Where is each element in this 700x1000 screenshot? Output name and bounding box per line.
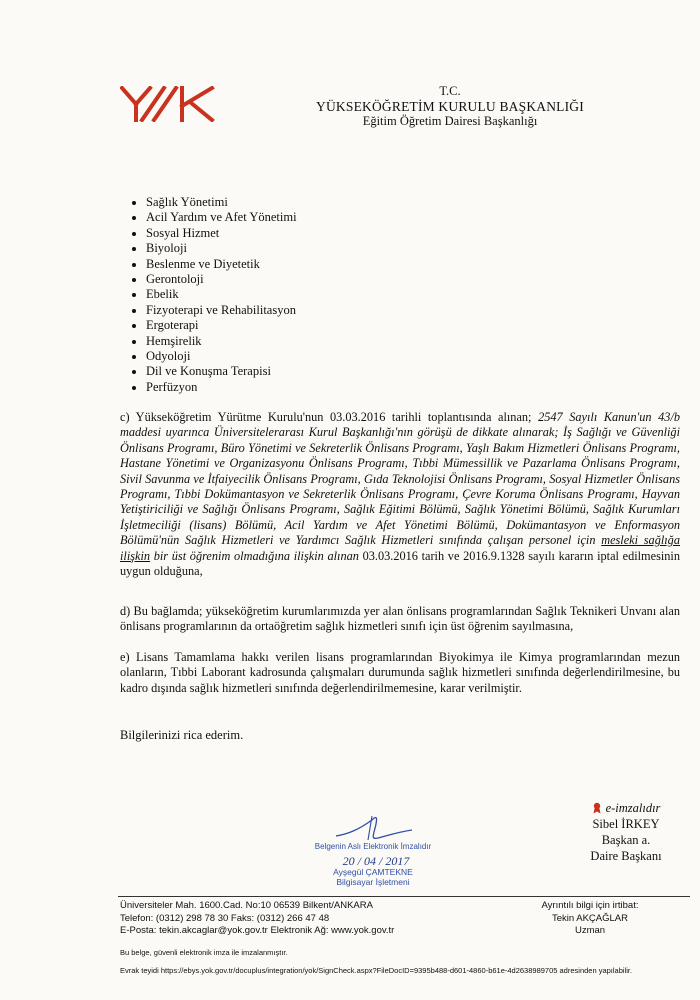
footer-contact-title: Uzman bbox=[574, 925, 606, 936]
list-item: Odyoloji bbox=[126, 349, 297, 364]
paragraph-e: e) Lisans Tamamlama hakkı verilen lisans programlarından Biyokimya ile Kimya programlarından mezun olanların, Tıbbi Laborant kadrosunda çalışmaları durumunda sağlık hizmetleri sınıfında değerlendirilmesine, bu kadro dışında sağlık hizmetleri sınıfında değerlendirilmemesine, karar verilmiştir. bbox=[120, 650, 680, 695]
list-item: Sağlık Yönetimi bbox=[126, 195, 297, 210]
paragraph-d: d) Bu bağlamda; yükseköğretim kurumlarımızda yer alan önlisans programlarından Sağlık Teknikeri Unvanı alan önlisans programlarının da ortaöğretim sağlık hizmetleri sınıfı için üst öğrenim sayılmasına, bbox=[120, 604, 680, 634]
paragraph-c-end: 03.03.2016 tarih ve 2016.9.1328 sayılı kararın iptal edilmesinin uygun olduğuna, bbox=[120, 548, 680, 579]
paragraph-c-italic-2: bir üst öğrenim olmadığına ilişkin alınan bbox=[150, 548, 359, 563]
stamp-line-1: Belgenin Aslı Elektronik İmzalıdır bbox=[314, 842, 432, 851]
header-council: YÜKSEKÖĞRETİM KURULU BAŞKANLIĞI bbox=[316, 99, 584, 114]
stamp-unit: Bilgisayar İşletmeni bbox=[336, 877, 410, 887]
verification-stamp bbox=[298, 810, 448, 890]
verification-note: Evrak teyidi https://ebys.yok.gov.tr/docuplus/integration/yok/SignCheck.aspx?FileDocID=9395b488-d601-4860-b61e-4d2638989705 adresinden yapılabilir. bbox=[120, 966, 633, 975]
handwritten-signature-icon bbox=[328, 810, 418, 844]
signer-title-1: Başkan a. bbox=[601, 833, 651, 847]
paragraph-c-intro: c) Yükseköğretim Yürütme Kurulu'nun 03.03.2016 tarihli toplantısında alınan; bbox=[120, 410, 539, 424]
stamp-name: Ayşegül ÇAMTEKNE bbox=[333, 867, 413, 877]
list-item: Acil Yardım ve Afet Yönetimi bbox=[126, 210, 297, 225]
list-item: Sosyal Hizmet bbox=[126, 226, 297, 241]
footer-contact-label: Ayrıntılı bilgi için irtibat: bbox=[541, 900, 639, 911]
footer-address: Üniversiteler Mah. 1600.Cad. No:10 06539 Bilkent/ANKARA bbox=[120, 900, 373, 911]
seal-icon bbox=[592, 802, 602, 814]
footer-contact-name: Tekin AKÇAĞLAR bbox=[551, 912, 629, 924]
list-item: Hemşirelik bbox=[126, 334, 297, 349]
yok-logo-icon bbox=[120, 86, 216, 122]
esign-note: Bu belge, güvenli elektronik imza ile imzalanmıştır. bbox=[120, 948, 288, 957]
footer-email: E-Posta: tekin.akcaglar@yok.gov.tr Elektronik Ağ: www.yok.gov.tr bbox=[120, 925, 395, 936]
list-item: Gerontoloji bbox=[126, 272, 297, 287]
list-item: Dil ve Konuşma Terapisi bbox=[126, 364, 297, 379]
list-item: Biyoloji bbox=[126, 241, 297, 256]
header-department: Eğitim Öğretim Dairesi Başkanlığı bbox=[362, 114, 538, 128]
list-item: Ergoterapi bbox=[126, 318, 297, 333]
signer-name: Sibel İRKEY bbox=[592, 817, 660, 831]
list-item: Fizyoterapi ve Rehabilitasyon bbox=[126, 303, 297, 318]
footer-phone: Telefon: (0312) 298 78 30 Faks: (0312) 266 47 48 bbox=[120, 912, 330, 924]
footer-contact-block bbox=[520, 900, 660, 938]
paragraph-c-italic: 2547 Sayılı Kanun'un 43/b maddesi uyarınca Üniversitelerarası Kurul Başkanlığı'nın görüşü de dikkate alınarak; İş Sağlığı ve Güvenliği Önlisans Programı, Büro Yönetimi ve Sekreterlik Önlisans Programı, Yaşlı Bakım Hizmetleri Önlisans Programı, Hastane Yönetimi ve Organizasyonu Önlisans Programı, Tıbbi Mümessillik ve Pazarlama Önlisans Programı, Sivil Savunma ve İtfaiyecilik Önlisans Programı, Gıda Teknolojisi Önlisans Programı, Sosyal Hizmetler Önlisans Programı, Tıbbi Dokümantasyon ve Sekreterlik Önlisans Programı, Çevre Koruma Önlisans Programı, Hayvan Yetiştiriciliği ve Sağlığı Önlisans Programı, Sağlık Eğitimi Bölümü, Sağlık Yönetimi Bölümü, Sağlık Kurumları İşletmeciliği (lisans) Bölümü, Acil Yardım ve Afet Yönetimi Bölümü, Dokümantasyon ve Enformasyon Bölümü'nün Sağlık Hizmetleri ve Yardımcı Sağlık Hizmetleri sınıfında çalışan personel için bbox=[120, 410, 681, 548]
stamp-date: 20 / 04 / 2017 bbox=[342, 854, 410, 868]
signature-block bbox=[566, 800, 686, 864]
esign-line bbox=[566, 800, 686, 816]
list-item: Ebelik bbox=[126, 287, 297, 302]
program-list bbox=[126, 195, 297, 395]
letter-header bbox=[300, 84, 600, 129]
closing-text: Bilgilerinizi rica ederim. bbox=[120, 728, 244, 742]
yok-logo bbox=[120, 86, 216, 122]
esign-label: e-imzalıdır bbox=[605, 801, 661, 815]
list-item: Perfüzyon bbox=[126, 380, 297, 395]
footer-divider bbox=[118, 896, 690, 897]
list-item: Beslenme ve Diyetetik bbox=[126, 257, 297, 272]
paragraph-c bbox=[120, 410, 680, 579]
signer-title-2: Daire Başkanı bbox=[590, 849, 662, 863]
header-tc: T.C. bbox=[439, 84, 461, 98]
paragraph-c-underlined: mesleki sağlığa ilişkin bbox=[120, 533, 680, 563]
footer-address-block bbox=[120, 900, 394, 938]
